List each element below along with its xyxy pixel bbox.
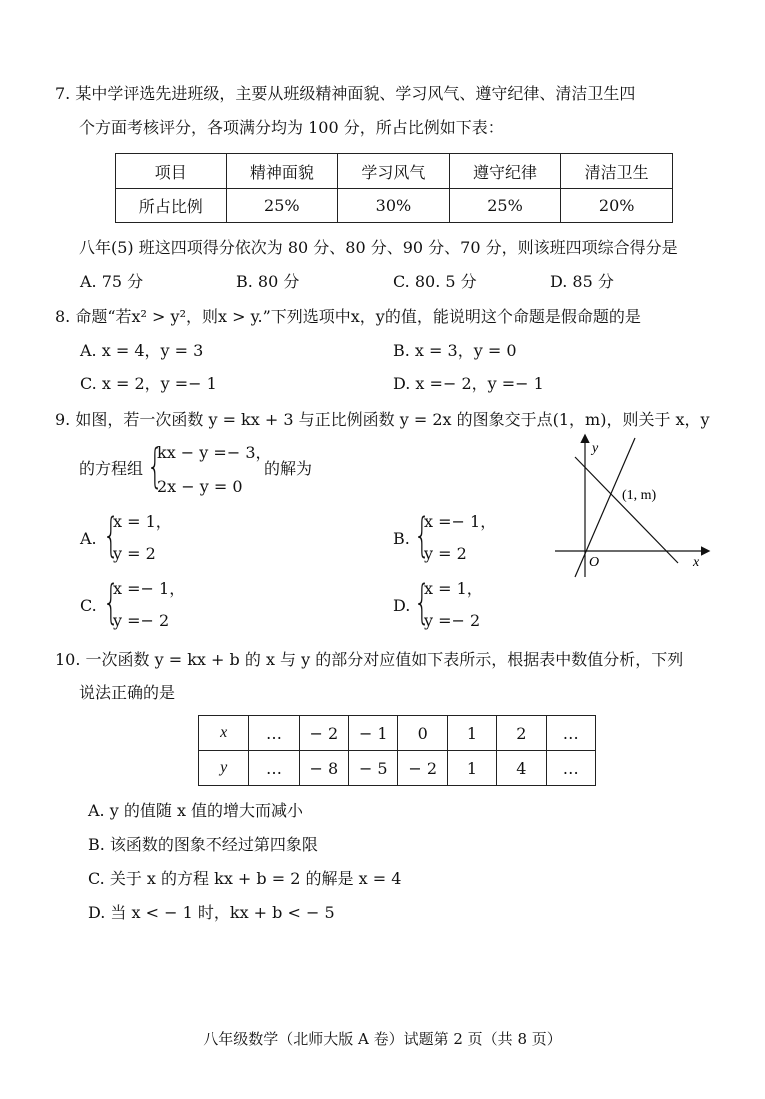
left-brace-icon: { [414,575,431,629]
q7-option-d: D. 85 分 [550,272,614,291]
q9-option-d-label: D. [393,596,411,615]
q10-line1: 10. 一次函数 y = kx + b 的 x 与 y 的部分对应值如下表所示，根据表中数值分析，下列 [55,650,684,669]
q9-stem: 9. 如图，若一次函数 y = kx + 3 与正比例函数 y = 2x 的图象交于点(1，m)，则关于 x，y [55,410,710,429]
q7-row-cell: 20% [561,189,673,223]
q10-y-cell: … [546,751,595,786]
q7-header-cell: 清洁卫生 [561,154,673,189]
option-d-eq2: y =− 2 [424,611,481,630]
q7-header-cell: 学习风气 [338,154,450,189]
system-eq1: kx − y =− 3， [157,443,272,462]
left-brace-icon: { [103,575,120,629]
q7-option-c: C. 80. 5 分 [393,272,477,291]
option-c-eq2: y =− 2 [113,611,170,630]
option-b-eq2: y = 2 [424,544,467,563]
q8-option-b: B. x = 3，y = 0 [393,341,517,360]
graph-y-label: y [592,441,599,456]
q7-row-cell: 所占比例 [116,189,227,223]
graph-origin-label: O [589,555,600,570]
line-y-kx-3 [575,457,678,563]
q9-option-a-label: A. [80,529,97,548]
q10-x-cell: − 1 [349,716,398,751]
q10-y-cell: 4 [497,751,546,786]
q9-line2-prefix: 的方程组 [79,459,144,478]
left-brace-icon: { [147,439,164,493]
q10-x-cell: x [199,716,249,751]
q10-x-cell: … [546,716,595,751]
q7-row-cell: 25% [449,189,561,223]
q8-option-d: D. x =− 2，y =− 1 [393,374,544,393]
q10-y-cell: … [249,751,299,786]
q7-row-cell: 25% [226,189,338,223]
left-brace-icon: { [414,508,431,562]
option-d-eq1: x = 1， [424,579,483,598]
q9-option-b-label: B. [393,529,410,548]
q8-stem: 8. 命题“若x² > y²，则x > y.”下列选项中x，y的值，能说明这个命题是假命题的是 [55,307,641,326]
graph-point-label: (1, m) [622,488,657,503]
q7-table [115,153,673,223]
page-footer: 八年级数学（北师大版 A 卷）试题第 2 页（共 8 页） [203,1030,562,1048]
q10-line2: 说法正确的是 [79,683,176,702]
q10-x-cell: − 2 [299,716,348,751]
q10-option-d: D. 当 x < − 1 时，kx + b < − 5 [88,903,335,922]
q8-option-c: C. x = 2，y =− 1 [80,374,217,393]
option-c-eq1: x =− 1， [113,579,186,598]
q7-header-cell: 项目 [116,154,227,189]
q10-x-cell: … [249,716,299,751]
q7-header-cell: 精神面貌 [226,154,338,189]
q7-option-a: A. 75 分 [80,272,144,291]
q10-option-b: B. 该函数的图象不经过第四象限 [88,835,318,854]
q10-y-cell: − 5 [349,751,398,786]
option-a-eq1: x = 1， [113,512,172,531]
q10-y-cell: − 8 [299,751,348,786]
q7-line1: 7. 某中学评选先进班级，主要从班级精神面貌、学习风气、遵守纪律、清洁卫生四 [55,84,636,103]
q7-header-cell: 遵守纪律 [449,154,561,189]
q10-y-cell: y [199,751,249,786]
q10-x-cell: 0 [398,716,447,751]
q10-y-cell: 1 [447,751,496,786]
q8-option-a: A. x = 4，y = 3 [80,341,204,360]
q9-option-c-label: C. [80,596,97,615]
graph-x-label: x [693,555,700,570]
system-eq2: 2x − y = 0 [157,477,243,496]
q9-graph [550,432,715,582]
q10-y-cell: − 2 [398,751,447,786]
left-brace-icon: { [103,508,120,562]
q10-x-cell: 1 [447,716,496,751]
q10-option-a: A. y 的值随 x 值的增大而减小 [88,801,304,820]
option-b-eq1: x =− 1， [424,512,497,531]
option-a-eq2: y = 2 [113,544,156,563]
q7-line3: 八年(5) 班这四项得分依次为 80 分、80 分、90 分、70 分，则该班四项综合得分是 [79,238,678,257]
line-y-2x [575,438,635,577]
q10-option-c: C. 关于 x 的方程 kx + b = 2 的解是 x = 4 [88,869,402,888]
q10-table [198,715,596,786]
q7-option-b: B. 80 分 [236,272,300,291]
q9-line2-suffix: 的解为 [264,459,313,478]
q7-row-cell: 30% [338,189,450,223]
q10-x-cell: 2 [497,716,546,751]
q7-line2: 个方面考核评分，各项满分均为 100 分，所占比例如下表： [79,118,504,137]
